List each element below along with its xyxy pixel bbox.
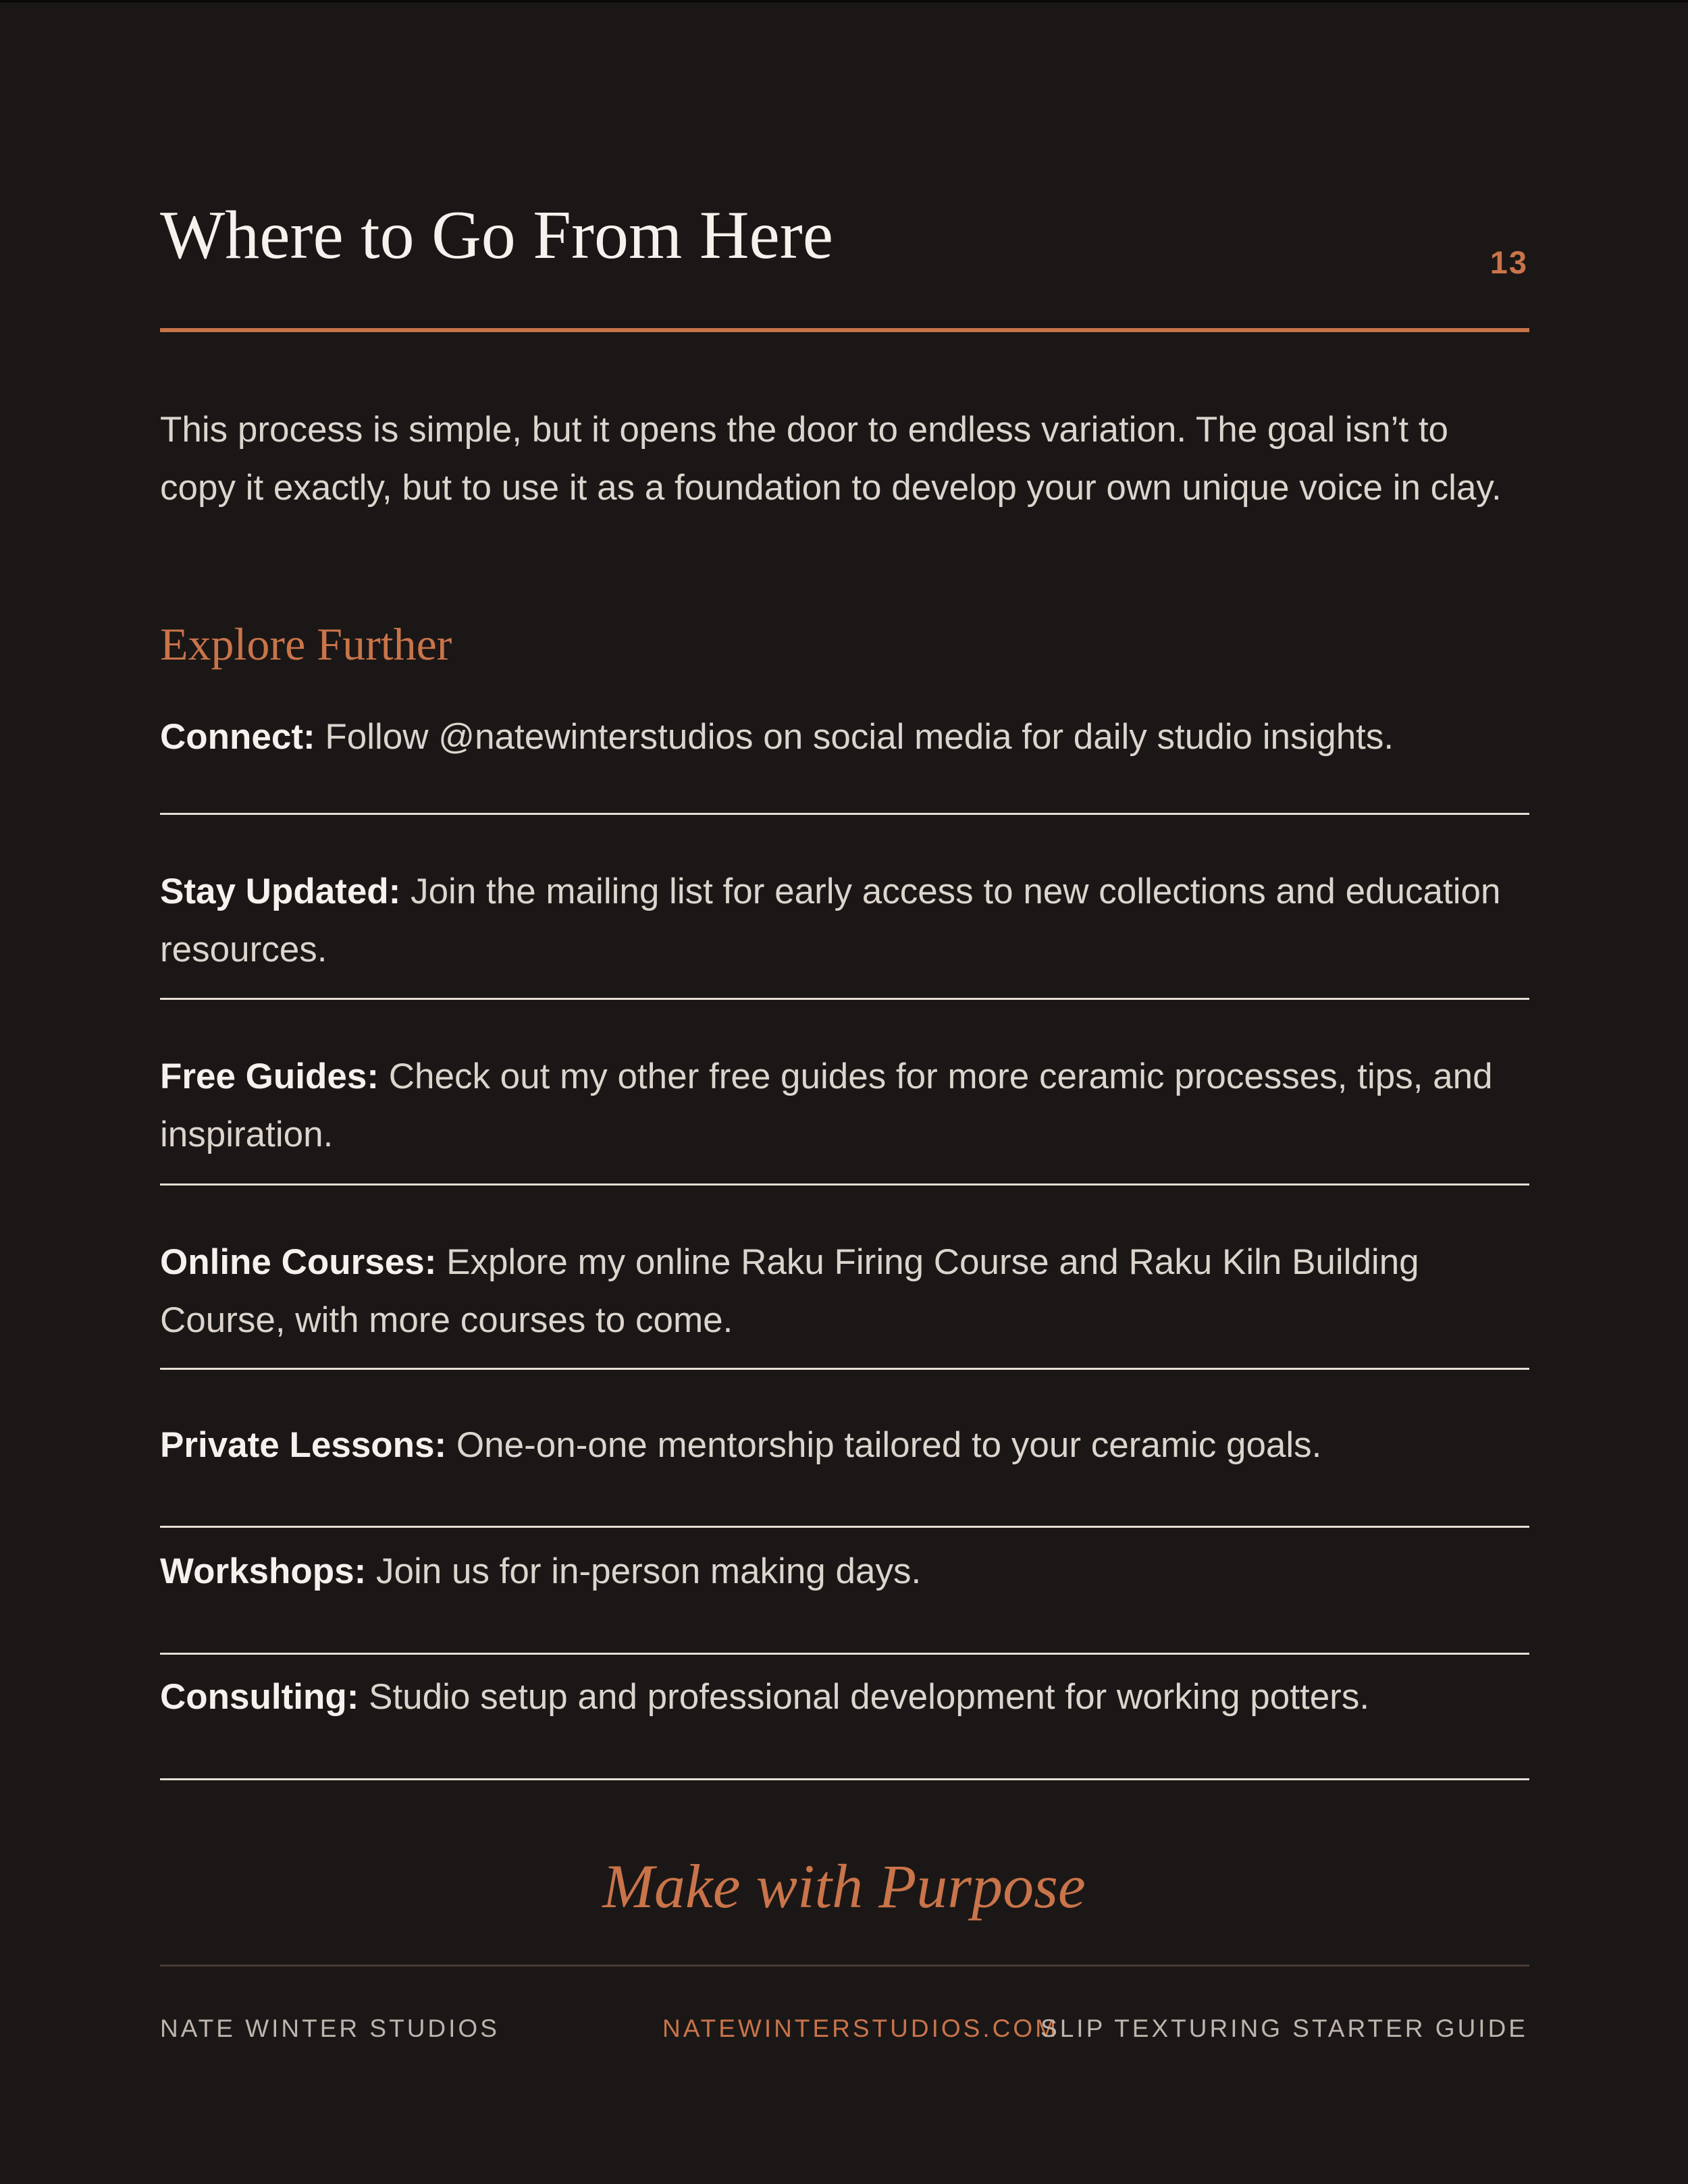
resource-label: Private Lessons: <box>160 1425 447 1465</box>
resource-item-connect <box>160 708 1529 815</box>
footer-guide-title: SLIP TEXTURING STARTER GUIDE <box>1040 2015 1528 2042</box>
resource-description: Follow @natewinterstudios on social media for daily studio insights. <box>325 717 1394 757</box>
footer-studio-name: NATE WINTER STUDIOS <box>160 2015 500 2042</box>
resource-item-consulting <box>160 1668 1529 1780</box>
resource-description: Studio setup and professional development for working potters. <box>369 1677 1370 1717</box>
resource-label: Consulting: <box>160 1677 359 1717</box>
resource-description: Check out my other free guides for more ceramic processes, tips, and inspiration. <box>160 1057 1493 1154</box>
header-divider <box>160 328 1529 332</box>
resource-description: Join us for in-person making days. <box>376 1551 922 1591</box>
resource-label: Online Courses: <box>160 1242 437 1282</box>
explore-further-heading: Explore Further <box>160 618 452 670</box>
footer-website-link[interactable]: NATEWINTERSTUDIOS.COM <box>662 2015 1059 2042</box>
page-number: 13 <box>1489 244 1528 280</box>
resource-item-workshops <box>160 1543 1529 1655</box>
page-title: Where to Go From Here <box>160 197 833 273</box>
intro-paragraph: This process is simple, but it opens the door to endless variation. The goal isn’t to copy it exactly, but to use it as a foundation to develop your own unique voice in clay. <box>160 410 1502 508</box>
resource-description: One-on-one mentorship tailored to your ceramic goals. <box>456 1425 1322 1465</box>
footer-divider <box>160 1965 1529 1967</box>
resource-item-private-lessons <box>160 1416 1529 1528</box>
resource-label: Workshops: <box>160 1551 367 1591</box>
resource-label: Stay Updated: <box>160 872 401 911</box>
resource-item-free-guides <box>160 1048 1529 1186</box>
resource-item-stay-updated <box>160 863 1529 1000</box>
resource-label: Connect: <box>160 717 315 757</box>
resource-description: Join the mailing list for early access to new collections and education resources. <box>160 872 1501 969</box>
resource-label: Free Guides: <box>160 1057 379 1096</box>
resource-description: Explore my online Raku Firing Course and Raku Kiln Building Course, with more courses to come. <box>160 1242 1419 1340</box>
closing-tagline: Make with Purpose <box>602 1852 1086 1921</box>
resource-item-online-courses <box>160 1233 1529 1370</box>
